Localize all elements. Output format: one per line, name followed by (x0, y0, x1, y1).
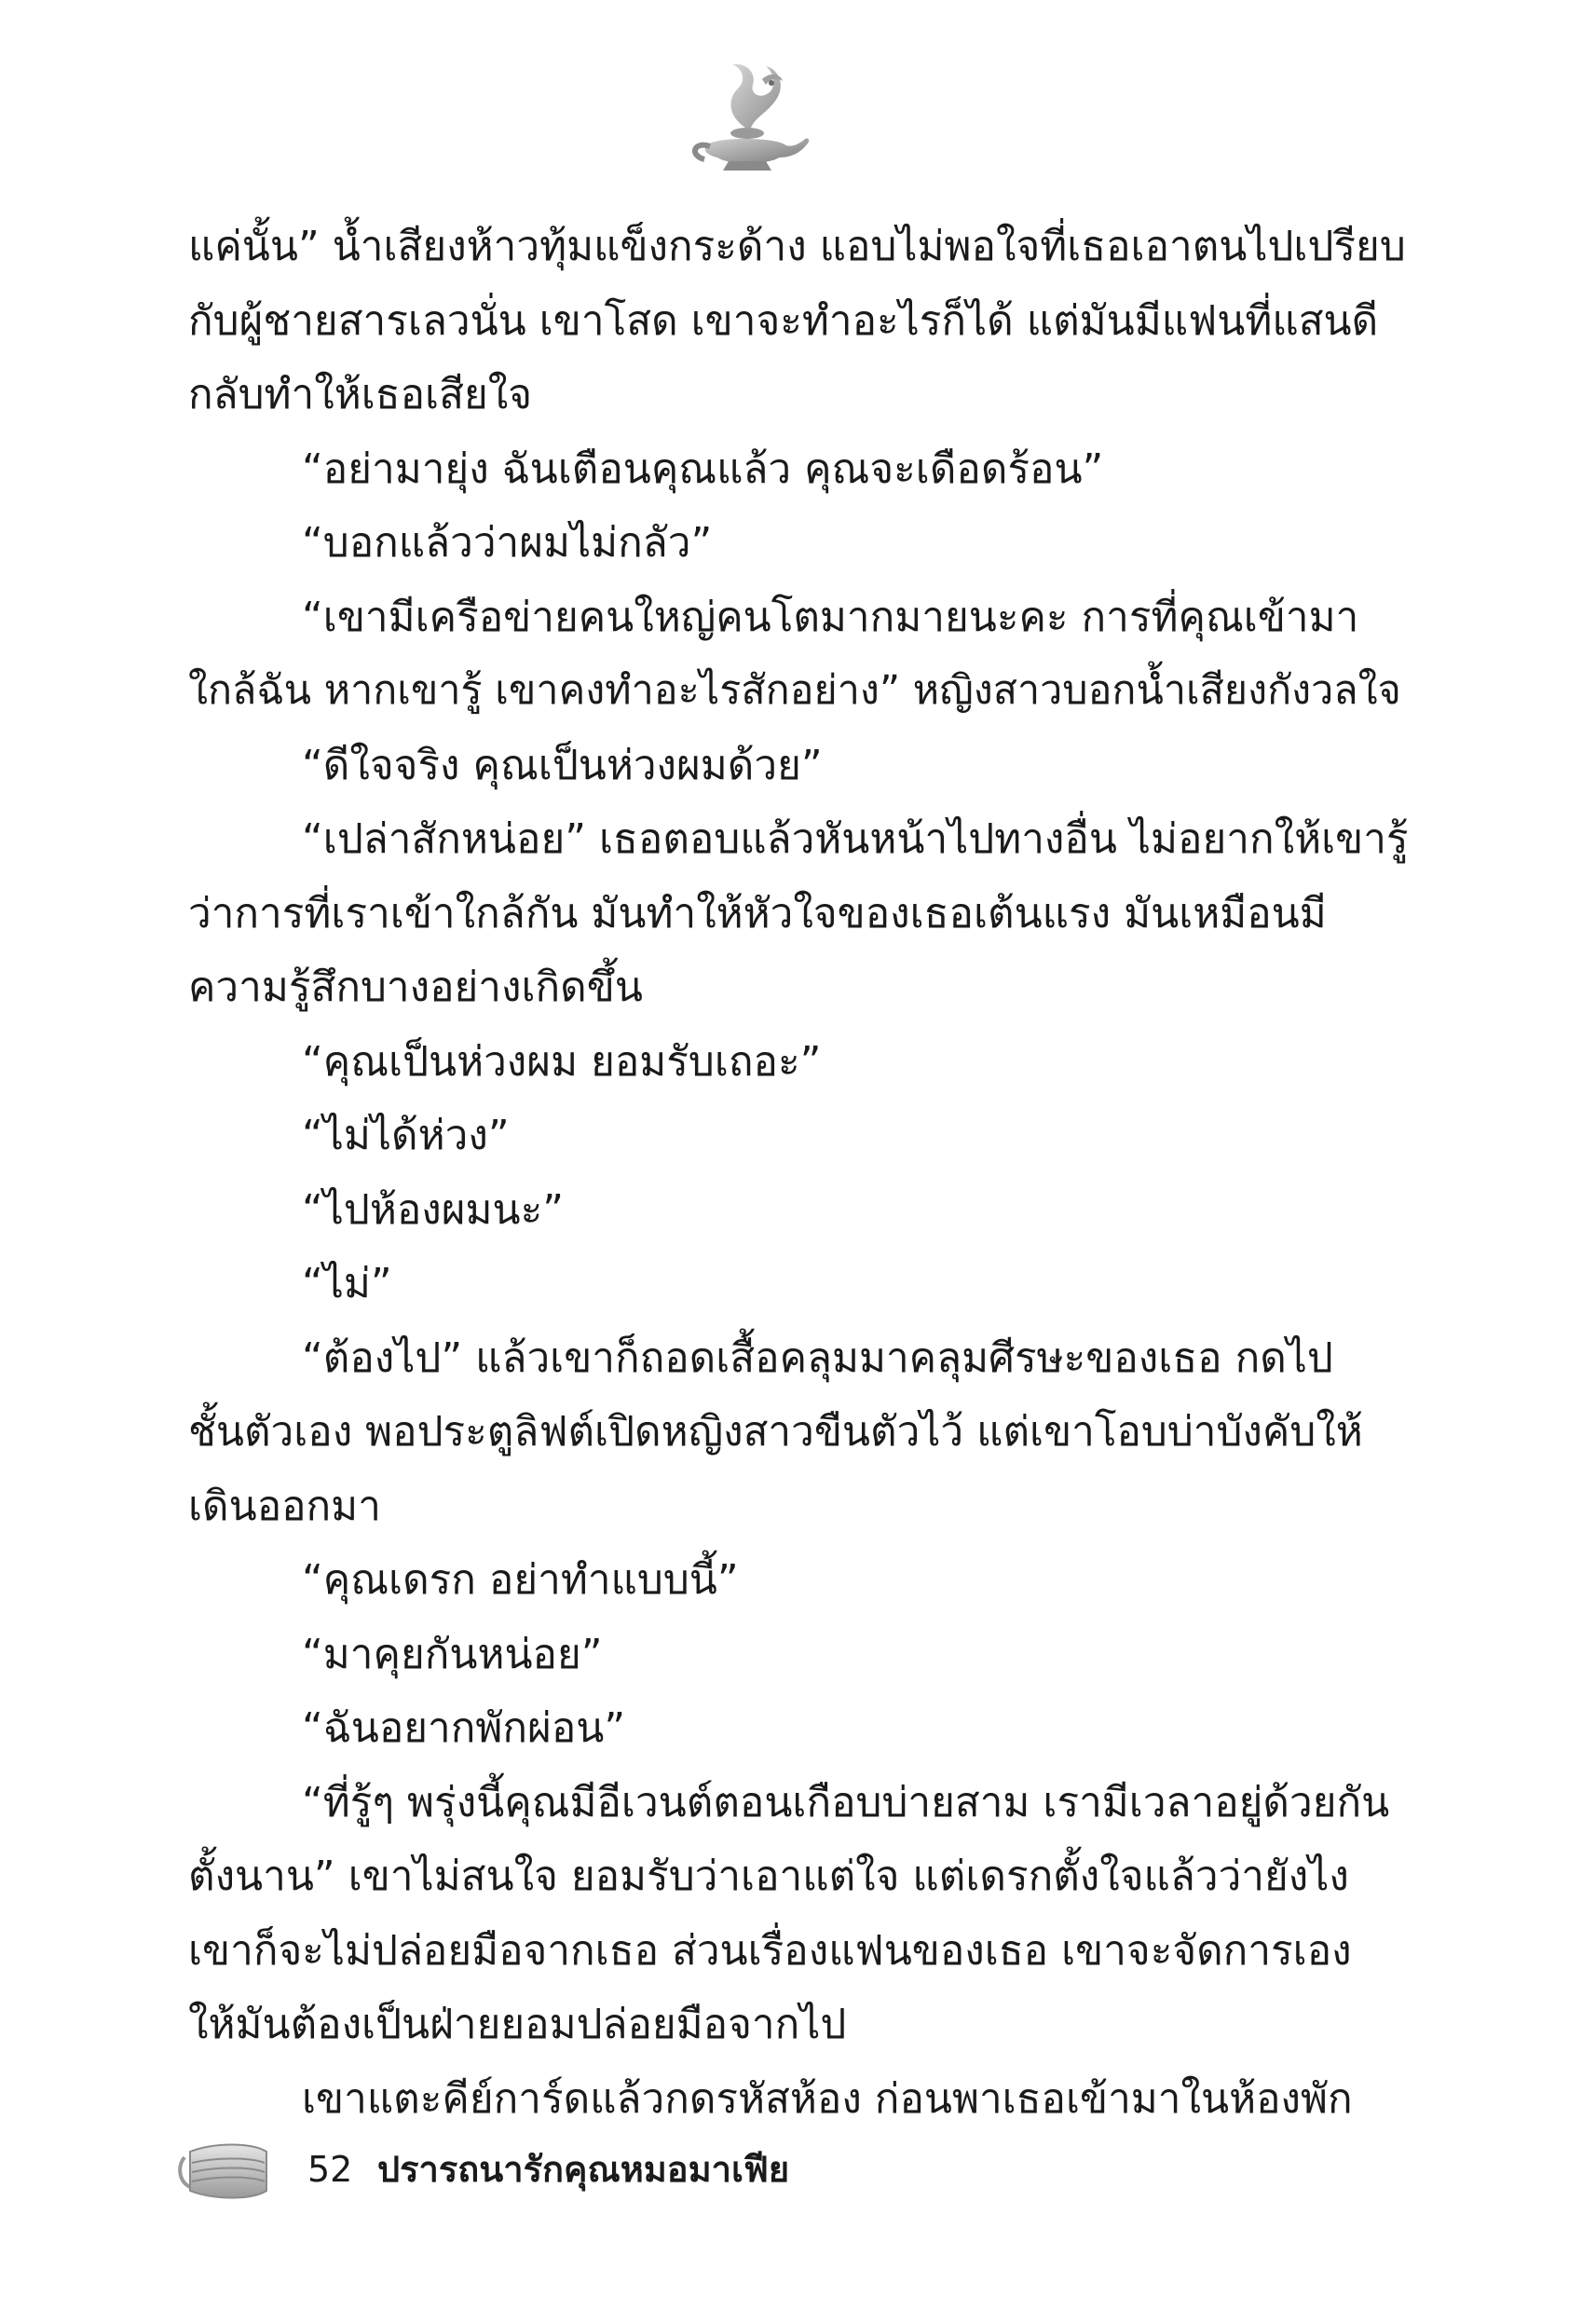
page-footer (177, 2129, 1016, 2213)
text-line: ตั้งนาน” เขาไม่สนใจ ยอมรับว่าเอาแต่ใจ แต่เดรกตั้งใจแล้วว่ายังไง (188, 1853, 1349, 1900)
text-line: “เขามีเครือข่ายคนใหญ่คนโตมากมายนะคะ การที่คุณเข้ามา (302, 593, 1359, 641)
text-line: “ไม่ได้ห่วง” (302, 1112, 510, 1159)
text-line: กับผู้ชายสารเลวนั่น เขาโสด เขาจะทำอะไรก็ได้ แต่มันมีแฟนที่แสนดี (188, 296, 1379, 345)
text-line: “คุณเดรก อย่าทำแบบนี้” (302, 1556, 739, 1604)
chapter-body (188, 210, 1416, 2136)
page-number: 52 (307, 2149, 353, 2190)
text-line: ว่าการที่เราเข้าใกล้กัน มันทำให้หัวใจของเธอเต้นแรง มันเหมือนมี (188, 889, 1327, 937)
genie-lamp-icon (680, 51, 820, 177)
text-line: ให้มันต้องเป็นฝ่ายยอมปล่อยมือจากไป (188, 2001, 847, 2048)
book-title: ปรารถนารักคุณหมอมาเฟีย (377, 2149, 790, 2190)
text-line: “ไปห้องผมนะ” (302, 1185, 565, 1234)
text-line: “อย่ามายุ่ง ฉันเตือนคุณแล้ว คุณจะเดือดร้อน” (302, 444, 1104, 493)
text-line: “ดีใจจริง คุณเป็นห่วงผมด้วย” (302, 741, 823, 789)
text-line: เขาแตะคีย์การ์ดแล้วกดรหัสห้อง ก่อนพาเธอเข้ามาในห้องพัก (302, 2074, 1353, 2123)
face-mask-icon (177, 2129, 270, 2213)
text-line: กลับทำให้เธอเสียใจ (188, 371, 532, 418)
text-line: “ที่รู้ๆ พรุ่งนี้คุณมีอีเวนต์ตอนเกือบบ่ายสาม เรามีเวลาอยู่ด้วยกัน (302, 1778, 1390, 1826)
text-line: “คุณเป็นห่วงผม ยอมรับเถอะ” (302, 1037, 822, 1086)
text-line: “ต้องไป” แล้วเขาก็ถอดเสื้อคลุมมาคลุมศีรษะของเธอ กดไป (302, 1333, 1333, 1382)
text-line: แค่นั้น” น้ำเสียงห้าวทุ้มแข็งกระด้าง แอบไม่พอใจที่เธอเอาตนไปเปรียบ (188, 223, 1406, 270)
text-line: เดินออกมา (188, 1482, 381, 1530)
text-line: “บอกแล้วว่าผมไม่กลัว” (302, 519, 713, 567)
text-line: ความรู้สึกบางอย่างเกิดขึ้น (188, 964, 643, 1011)
text-line: “มาคุยกันหน่อย” (302, 1630, 603, 1678)
text-line: ชั้นตัวเอง พอประตูลิฟต์เปิดหญิงสาวขืนตัวไว้ แต่เขาโอบบ่าบังคับให้ (188, 1408, 1363, 1456)
text-line: “เปล่าสักหน่อย” เธอตอบแล้วหันหน้าไปทางอื่น ไม่อยากให้เขารู้ (302, 815, 1409, 863)
text-line: “ไม่” (302, 1260, 392, 1307)
text-line: เขาก็จะไม่ปล่อยมือจากเธอ ส่วนเรื่องแฟนของเธอ เขาจะจัดการเอง (188, 1926, 1352, 1975)
text-line: ใกล้ฉัน หากเขารู้ เขาคงทำอะไรสักอย่าง” หญิงสาวบอกน้ำเสียงกังวลใจ (188, 667, 1401, 714)
text-line: “ฉันอยากพักผ่อน” (302, 1704, 626, 1752)
